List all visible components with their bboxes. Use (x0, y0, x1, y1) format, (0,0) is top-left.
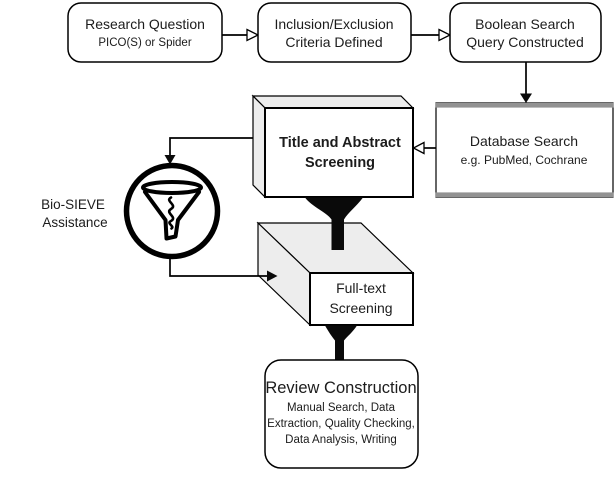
database-search-line2: e.g. PubMed, Cochrane (460, 153, 588, 167)
node-research-question (68, 3, 222, 62)
node-review-construction (265, 360, 418, 468)
review-construction-line1: Review Construction (265, 379, 417, 397)
boolean-search-line2: Query Constructed (466, 34, 584, 50)
review-construction-line2: Manual Search, Data (286, 402, 396, 414)
full-text-line2: Screening (329, 300, 393, 316)
funnel-rim-icon (143, 182, 201, 193)
node-inclusion-exclusion (258, 3, 411, 62)
bio-sieve-line1: Bio-SIEVE (41, 197, 105, 212)
open-arrowhead-icon (439, 30, 450, 41)
database-search-top-bar (435, 103, 613, 108)
inclusion-exclusion-line1: Inclusion/Exclusion (274, 16, 394, 32)
research-question-box (68, 3, 222, 62)
title-abstract-left-face (253, 96, 265, 197)
boolean-search-line1: Boolean Search (475, 16, 575, 32)
edge-title-to-biosieve (165, 138, 254, 165)
solid-arrowhead-icon (520, 94, 532, 104)
research-question-line1: Research Question (85, 16, 205, 32)
inclusion-exclusion-box (258, 3, 411, 62)
database-search-bottom-bar (435, 192, 613, 197)
edge-rq-to-ie (222, 30, 258, 41)
review-construction-line4: Data Analysis, Writing (285, 434, 397, 446)
research-question-line2: PICO(S) or Spider (98, 37, 192, 49)
database-search-line1: Database Search (469, 133, 579, 149)
title-abstract-top-face (253, 96, 413, 108)
bio-sieve-label (41, 197, 108, 230)
open-arrowhead-icon (414, 143, 425, 154)
open-arrowhead-icon (247, 30, 258, 41)
title-abstract-line1: Title and Abstract (279, 135, 401, 151)
connector-line (170, 257, 267, 277)
boolean-search-box (450, 3, 601, 62)
database-search-box (436, 103, 613, 197)
title-abstract-line2: Screening (304, 155, 376, 171)
review-construction-box (265, 360, 418, 468)
edge-ie-to-bs (411, 30, 450, 41)
bio-sieve-line2: Assistance (42, 215, 108, 230)
inclusion-exclusion-line2: Criteria Defined (285, 34, 383, 50)
edge-bs-to-db (520, 62, 532, 103)
review-construction-line3: Extraction, Quality Checking, (267, 418, 415, 430)
node-database-search (435, 103, 613, 197)
edge-db-to-title (414, 143, 437, 154)
connector-line (170, 138, 253, 155)
title-abstract-front-face (265, 108, 413, 197)
node-title-abstract (253, 96, 413, 197)
node-boolean-search (450, 3, 601, 62)
bio-sieve-badge (127, 166, 218, 257)
funnel-flow-icon-lower (325, 326, 357, 361)
full-text-line1: Full-text (336, 280, 386, 296)
bio-sieve-circle (127, 166, 218, 257)
